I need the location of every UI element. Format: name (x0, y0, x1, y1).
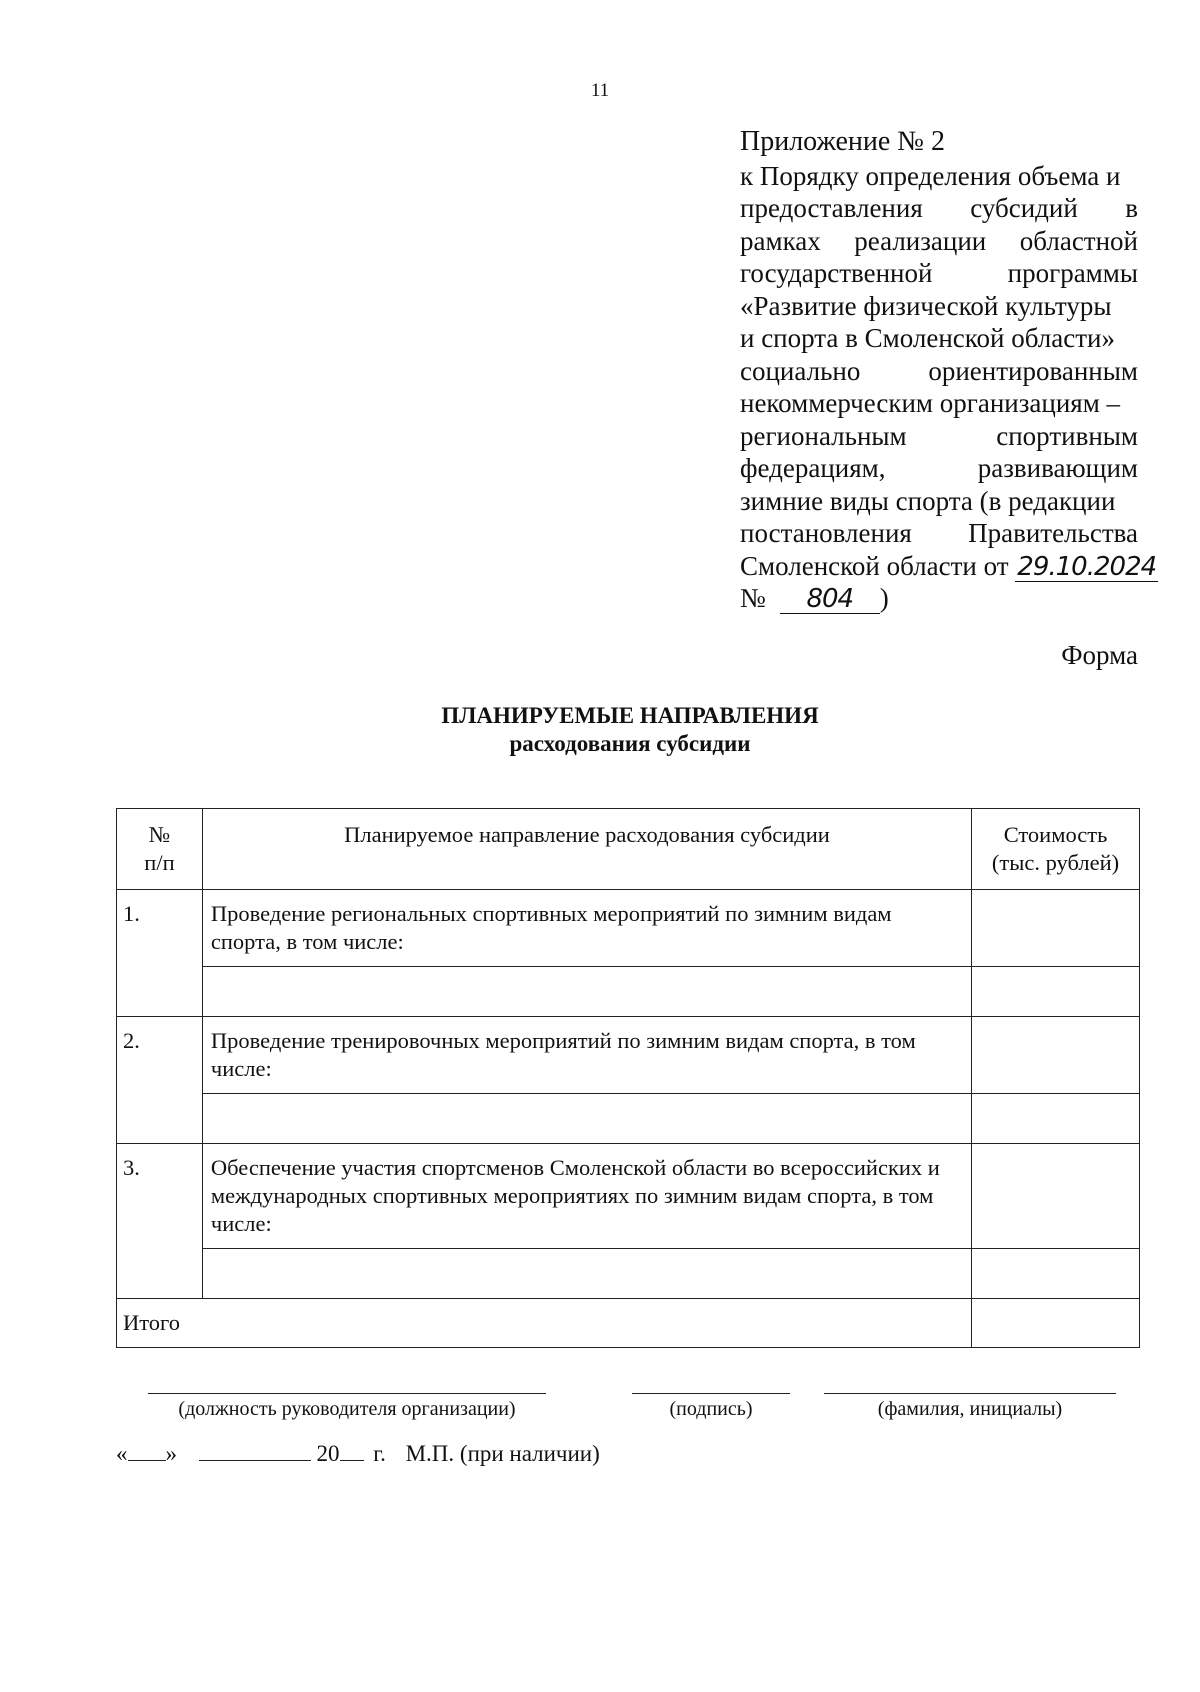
row-description: Проведение тренировочных мероприятий по зимним видам спорта, в том числе: (202, 1017, 971, 1094)
name-signature-line (824, 1393, 1116, 1394)
day-blank[interactable] (128, 1440, 166, 1461)
date-line (116, 1440, 600, 1467)
table-row (117, 890, 1140, 967)
appendix-line: предоставления субсидий в (740, 193, 1138, 223)
position-label: (должность руководителя организации) (178, 1398, 516, 1420)
header-cost (972, 809, 1140, 890)
table-header-row (117, 809, 1140, 890)
table-row (117, 1144, 1140, 1249)
appendix-line: рамках реализации областной (740, 225, 1138, 256)
stamp-label: М.П. (при наличии) (405, 1441, 600, 1466)
appendix-line: социально ориентированным (740, 355, 1138, 386)
year-suffix: г. (373, 1441, 386, 1466)
header-cost-line-1: Стоимость (1003, 822, 1108, 847)
year-prefix: 20 (316, 1441, 340, 1466)
header-direction: Планируемое направление расходования субсидии (202, 809, 971, 890)
year-blank[interactable] (340, 1440, 364, 1461)
appendix-line: государственной программы (740, 258, 1138, 288)
subrow-cost-cell[interactable] (972, 967, 1140, 1017)
title-line-1: ПЛАНИРУЕМЫЕ НАПРАВЛЕНИЯ (441, 703, 819, 728)
appendix-number-line (740, 582, 1138, 615)
appendix-date-prefix: Смоленской области от (740, 550, 1009, 581)
name-label: (фамилия, инициалы) (877, 1398, 1063, 1420)
appendix-line: федерациям, развивающим (740, 453, 1138, 483)
appendix-closing-paren: ) (879, 583, 889, 613)
table-total-row (117, 1299, 1140, 1348)
appendix-line: зимние виды спорта (в редакции (740, 485, 1116, 516)
form-label: Форма (1061, 640, 1138, 670)
month-blank[interactable] (199, 1440, 311, 1461)
total-label: Итого (117, 1299, 972, 1348)
table-subrow (117, 1249, 1140, 1299)
row-cost-cell[interactable] (972, 890, 1140, 967)
title-line-2: расходования субсидии (509, 731, 751, 756)
table-subrow (117, 967, 1140, 1017)
subrow-cost-cell[interactable] (972, 1094, 1140, 1144)
appendix-line: некоммерческим организациям – (740, 388, 1121, 418)
handwritten-number: 804 (780, 585, 880, 614)
appendix-line: к Порядку определения объема и (740, 160, 1121, 191)
header-cost-line-2: (тыс. рублей) (991, 850, 1120, 875)
appendix-number-prefix: № (740, 583, 766, 613)
appendix-block (740, 126, 1157, 615)
header-number-line-1: № (148, 822, 171, 847)
subrow-description-cell[interactable] (202, 1249, 971, 1299)
subrow-description-cell[interactable] (202, 1094, 971, 1144)
appendix-line: «Развитие физической культуры (740, 290, 1112, 321)
signature-label: (подпись) (669, 1398, 753, 1420)
subrow-description-cell[interactable] (202, 967, 971, 1017)
table-row (117, 1017, 1140, 1094)
table-subrow (117, 1094, 1140, 1144)
expenditure-table (116, 808, 1140, 1348)
position-signature-line (148, 1393, 546, 1394)
appendix-line: постановления Правительства (740, 518, 1138, 548)
open-quote: « (116, 1441, 128, 1466)
row-number: 2. (117, 1017, 203, 1144)
row-cost-cell[interactable] (972, 1017, 1140, 1094)
document-title (0, 702, 1200, 758)
appendix-date-line (740, 550, 1157, 583)
row-description: Проведение региональных спортивных мероприятий по зимним видам спорта, в том числе: (202, 890, 971, 967)
total-cost-cell[interactable] (972, 1299, 1140, 1348)
subrow-cost-cell[interactable] (972, 1249, 1140, 1299)
handwritten-date: 29.10.2024 (1017, 551, 1157, 582)
row-description: Обеспечение участия спортсменов Смоленской области во всероссийских и международных спортивных мероприятиях по зимним видам спорта, в том числе: (202, 1144, 971, 1249)
appendix-line: и спорта в Смоленской области» (740, 323, 1115, 353)
signature-line (632, 1393, 790, 1394)
row-cost-cell[interactable] (972, 1144, 1140, 1249)
header-number (117, 809, 203, 890)
appendix-title: Приложение № 2 (740, 126, 945, 157)
close-quote: » (165, 1441, 177, 1466)
header-number-line-2: п/п (144, 850, 175, 875)
row-number: 3. (117, 1144, 203, 1299)
appendix-line: региональным спортивным (740, 420, 1138, 451)
page-number: 11 (590, 80, 610, 101)
row-number: 1. (117, 890, 203, 1017)
